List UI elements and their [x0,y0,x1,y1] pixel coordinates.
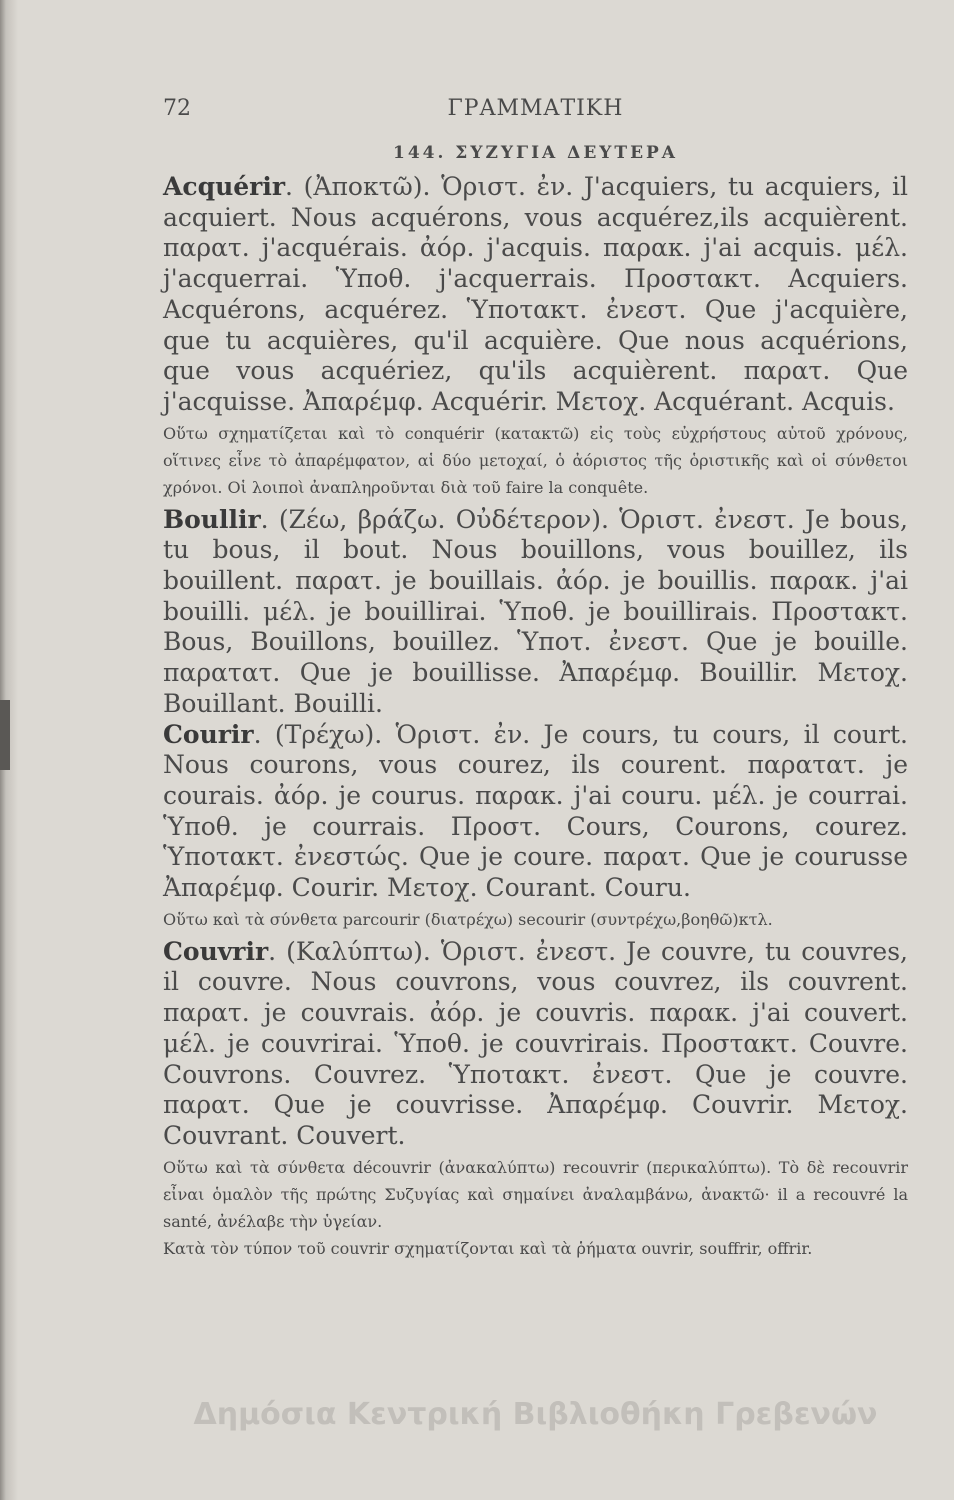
headword-acquerir: Acquérir [163,172,286,201]
library-watermark: Δημόσια Κεντρική Βιβλιοθήκη Γρεβενών [193,1397,878,1432]
note-conquerir: Οὕτω σχηματίζεται καὶ τὸ conquérir (κατακτῶ) εἰς τοὺς εὐχρήστους αὐτοῦ χρόνους, οἵτινες εἶνε τὸ ἀπαρέμφατον, αἱ δύο μετοχαί, ὁ ἀόριστος τῆς ὁριστικῆς καὶ οἱ σύνθετοι χρόνοι. Οἱ λοιποὶ ἀναπληροῦνται διὰ τοῦ faire la conquête. [163,423,908,497]
binding-mark [0,700,10,770]
entry-bouillir [163,505,908,720]
page-number: 72 [163,96,191,121]
note-ouvrir: Κατὰ τὸν τύπον τοῦ couvrir σχηματίζονται καὶ τὰ ῥήματα ouvrir, souffrir, offrir. [163,1238,813,1258]
entry-text-couvrir: . (Καλύπτω). Ὁριστ. ἐνεστ. Je couvre, tu couvres, il couvre. Nous couvrons, vous couvrez, ils couvrent. παρατ. je couvrais. ἀόρ. je couvris. παρακ. j'ai couvert. μέλ. je couvrirai. Ὑποθ. je couvrirais. Προστακτ. Couvre. Couvrons. Couvrez. Ὑποτακτ. ἐνεστ. Que je couvre. παρατ. Que je couvrisse. Ἀπαρέμφ. Couvrir. Μετοχ. Couvrant. Couvert. [163,936,908,1150]
page-body [163,172,908,1262]
entry-text-acquerir: . (Ἀποκτῶ). Ὁριστ. ἐν. J'acquiers, tu acquiers, il acquiert. Nous acquérons, vous acquérez,ils acquièrent. παρατ. j'acquérais. ἀόρ. j'acquis. παρακ. j'ai acquis. μέλ. j'acquerrai. Ὑποθ. j'acquerrais. Προστακτ. Acquiers. Acquérons, acquérez. Ὑποτακτ. ἐνεστ. Que j'acquière, que tu acquières, qu'il acquière. Que nous acquérions, que vous acquériez, qu'ils acquièrent. παρατ. Que j'acquisse. Ἀπαρέμφ. Acquérir. Μετοχ. Acquérant. Acquis. [163,172,908,416]
note-decouvrir: Οὕτω καὶ τὰ σύνθετα découvrir (ἀνακαλύπτω) recouvrir (περικαλύπτω). Τὸ δὲ recouvrir εἶναι ὁμαλὸν τῆς πρώτης Συζυγίας καὶ σημαίνει ἀναλαμβάνω, ἀνακτῶ· il a recouvré la santé, ἀνέλαβε τὴν ὑγείαν. [163,1157,908,1231]
note-courir: Οὕτω καὶ τὰ σύνθετα parcourir (διατρέχω) secourir (συντρέχω,βοηθῶ)κτλ. [163,909,773,929]
entry-text-courir: . (Τρέχω). Ὁριστ. ἐν. Je cours, tu cours, il court. Nous courons, vous courez, ils courent. παρατατ. je courais. ἀόρ. je courus. παρακ. j'ai couru. μέλ. je courrai. Ὑποθ. je courrais. Προστ. Cours, Courons, courez. Ὑποτακτ. ἐνεστώς. Que je coure. παρατ. Que je courusse Ἀπαρέμφ. Courir. Μετοχ. Courant. Couru. [163,719,908,903]
entry-couvrir [163,937,908,1152]
headword-bouillir: Boullir [163,504,261,534]
running-title: ΓΡΑΜΜΑΤΙΚΗ [447,96,624,121]
page-header [163,96,908,128]
entry-acquerir [163,172,908,418]
entry-text-bouillir: . (Ζέω, βράζω. Οὐδέτερον). Ὁριστ. ἐνεστ. Je bous, tu bous, il bout. Nous bouillons, vous bouillez, ils bouillent. παρατ. je bouillais. ἀόρ. je bouillis. παρακ. j'ai bouilli. μέλ. je bouillirai. Ὑποθ. je bouillirais. Προστακτ. Bous, Bouillons, bouillez. Ὑποτ. ἐνεστ. Que je bouille. παρατατ. Que je bouillisse. Ἀπαρέμφ. Bouillir. Μετοχ. Bouillant. Bouilli. [163,504,908,718]
headword-couvrir: Couvrir [163,936,269,966]
headword-courir: Courir [163,719,254,749]
section-title: 144. ΣΥΖΥΓΙΑ ΔΕΥΤΕΡΑ [392,143,679,163]
entry-courir [163,720,908,904]
